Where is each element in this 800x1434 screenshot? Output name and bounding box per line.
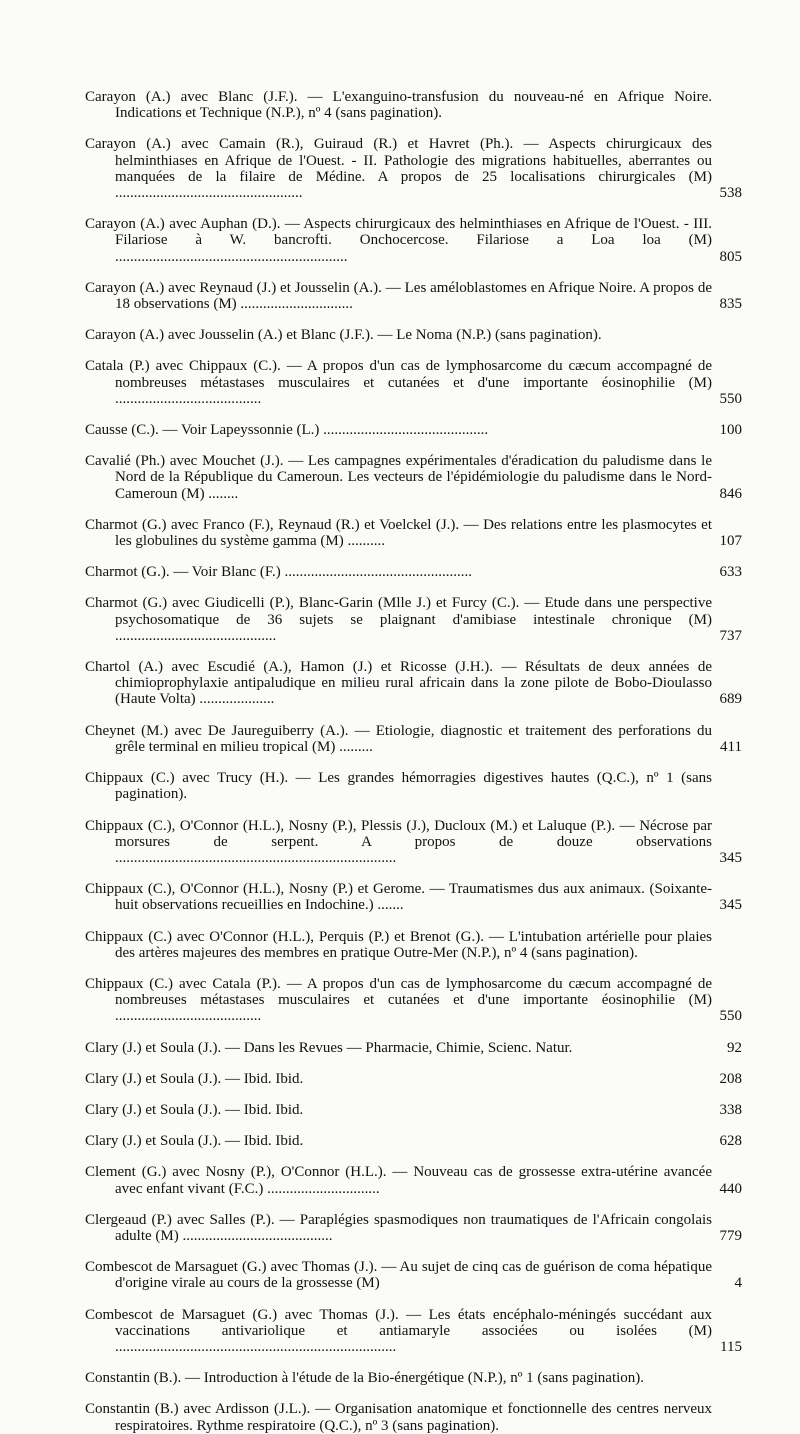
entry-text: Clary (J.) et Soula (J.). — Dans les Revues — Pharmacie, Chimie, Scienc. Natur. bbox=[85, 1039, 573, 1056]
index-entry bbox=[85, 975, 742, 1025]
entry-text: Chippaux (C.), O'Connor (H.L.), Nosny (P.), Plessis (J.), Ducloux (M.) et Laluque (P.). — Nécrose par morsures de serpent. A propos de douze observations ........................................................................... bbox=[85, 817, 712, 866]
entry-text: Charmot (G.) avec Franco (F.), Reynaud (R.) et Voelckel (J.). — Des relations entre les plasmocytes et les globulines du système gamma (M) .......... bbox=[85, 516, 712, 550]
entry-text: Clary (J.) et Soula (J.). — Ibid. Ibid. bbox=[85, 1070, 304, 1087]
page-number: 92 bbox=[727, 1039, 742, 1056]
index-entry bbox=[85, 216, 742, 265]
page-number: 737 bbox=[719, 627, 742, 644]
index-entry bbox=[85, 453, 742, 502]
page-number: 633 bbox=[719, 564, 742, 581]
index-entry bbox=[85, 1164, 742, 1197]
page-number: 550 bbox=[719, 1008, 742, 1025]
entry-text: Charmot (G.). — Voir Blanc (F.) .................................................. bbox=[85, 564, 472, 581]
entry-text: Clergeaud (P.) avec Salles (P.). — Paraplégies spasmodiques non traumatiques de l'Africain congolais adulte (M) ........................................ bbox=[85, 1211, 712, 1244]
entry-text: Carayon (A.) avec Auphan (D.). — Aspects chirurgicaux des helminthiases en Afrique de l'Ouest. - III. Filariose à W. bancrofti. Onchocercose. Filariose a Loa loa (M) .............................................................. bbox=[85, 216, 712, 265]
index-entry bbox=[85, 770, 712, 802]
index-entry bbox=[85, 422, 742, 439]
entry-text: Chippaux (C.) avec Trucy (H.). — Les grandes hémorragies digestives hautes (Q.C.), nº 1 (sans pagination). bbox=[85, 770, 712, 803]
page-number: 835 bbox=[719, 296, 742, 313]
index-entry bbox=[85, 817, 742, 867]
index-entry bbox=[85, 1211, 742, 1244]
index-entry bbox=[85, 89, 712, 121]
page-number: 345 bbox=[719, 897, 742, 914]
page-number: 550 bbox=[719, 390, 742, 407]
entry-text: Chartol (A.) avec Escudié (A.), Hamon (J.) et Ricosse (J.H.). — Résultats de deux années de chimioprophylaxie antipaludique en milieu rural africain dans la zone pilote de Bobo-Dioulasso (Haute Volta) .................... bbox=[85, 659, 712, 708]
entry-text: Chippaux (C.) avec O'Connor (H.L.), Perquis (P.) et Brenot (G.). — L'intubation artérielle pour plaies des artères majeures des membres en pratique Outre-Mer (N.P.), nº 4 (sans pagination). bbox=[85, 928, 712, 961]
entry-text: Clary (J.) et Soula (J.). — Ibid. Ibid. bbox=[85, 1133, 304, 1150]
index-entry bbox=[85, 1101, 742, 1118]
entry-text: Constantin (B.) avec Ardisson (J.L.). — Organisation anatomique et fonctionnelle des centres nerveux respiratoires. Rythme respiratoire (Q.C.), nº 3 (sans pagination). bbox=[85, 1401, 712, 1434]
page-number: 689 bbox=[719, 691, 742, 708]
entry-text: Cavalié (Ph.) avec Mouchet (J.). — Les campagnes expérimentales d'éradication du paludisme dans le Nord de la République du Cameroun. Les vecteurs de l'épidémiologie du paludisme dans le Nord-Cameroun (M) ........ bbox=[85, 453, 712, 502]
page-number: 411 bbox=[720, 738, 742, 755]
entry-text: Causse (C.). — Voir Lapeyssonnie (L.) ............................................ bbox=[85, 422, 489, 439]
entry-text: Charmot (G.) avec Giudicelli (P.), Blanc-Garin (Mlle J.) et Furcy (C.). — Etude dans une perspective psychosomatique de 36 sujets se plaignant d'amibiase intestinale chronique (M) ........................................... bbox=[85, 595, 712, 644]
index-entry bbox=[85, 1370, 712, 1386]
page-number: 805 bbox=[719, 248, 742, 265]
entry-text: Chippaux (C.), O'Connor (H.L.), Nosny (P.) et Gerome. — Traumatismes dus aux animaux. (Soixante-huit observations recueillies en Indochine.) ....... bbox=[85, 881, 712, 914]
entry-text: Carayon (A.) avec Blanc (J.F.). — L'exanguino-transfusion du nouveau-né en Afrique Noire. Indications et Technique (N.P.), nº 4 (sans pagination). bbox=[85, 89, 712, 122]
index-entry bbox=[85, 1259, 742, 1292]
page-number: 208 bbox=[719, 1070, 742, 1087]
page-number: 4 bbox=[734, 1275, 742, 1292]
page-number: 779 bbox=[719, 1227, 742, 1244]
page-number: 115 bbox=[720, 1338, 742, 1355]
entry-text: Clement (G.) avec Nosny (P.), O'Connor (H.L.). — Nouveau cas de grossesse extra-utérine avancée avec enfant vivant (F.C.) .............................. bbox=[85, 1164, 712, 1197]
index-entry bbox=[85, 881, 742, 914]
page-number: 538 bbox=[719, 185, 742, 202]
entry-text: Chippaux (C.) avec Catala (P.). — A propos d'un cas de lymphosarcome du cæcum accompagné de nombreuses métastases musculaires et cutanées et d'une importante éosinophilie (M) ....................................... bbox=[85, 975, 712, 1025]
index-entry bbox=[85, 1133, 742, 1150]
entry-text: Combescot de Marsaguet (G.) avec Thomas (J.). — Au sujet de cinq cas de guérison de coma hépatique d'origine virale au cours de la grossesse (M) bbox=[85, 1259, 712, 1292]
entry-text: Catala (P.) avec Chippaux (C.). — A propos d'un cas de lymphosarcome du cæcum accompagné de nombreuses métastases musculaires et cutanées et d'une importante éosinophilie (M) ....................................... bbox=[85, 358, 712, 407]
page-number: 345 bbox=[719, 849, 742, 866]
entry-text: Cheynet (M.) avec De Jaureguiberry (A.). — Etiologie, diagnostic et traitement des perforations du grêle terminal en milieu tropical (M) ......... bbox=[85, 722, 712, 755]
index-entry bbox=[85, 358, 742, 407]
index-entry bbox=[85, 136, 742, 202]
index-entry bbox=[85, 564, 742, 581]
entry-text: Carayon (A.) avec Camain (R.), Guiraud (R.) et Havret (Ph.). — Aspects chirurgicaux des helminthiases en Afrique de l'Ouest. - II. Pathologie des migrations habituelles, aberrantes ou manquées de la filaire de Médine. A propos de 25 localisations chirurgicales (M) .................................................. bbox=[85, 136, 712, 202]
index-entry bbox=[85, 722, 742, 755]
index-entry bbox=[85, 929, 712, 961]
page-number: 338 bbox=[719, 1101, 742, 1118]
index-entry bbox=[85, 279, 742, 313]
index-entry bbox=[85, 595, 742, 644]
page-number: 107 bbox=[719, 533, 742, 550]
index-entry bbox=[85, 1039, 742, 1056]
index-entry bbox=[85, 1306, 742, 1356]
index-entry bbox=[85, 1401, 712, 1433]
entry-text: Clary (J.) et Soula (J.). — Ibid. Ibid. bbox=[85, 1101, 304, 1118]
index-entry bbox=[85, 659, 742, 708]
page-number: 628 bbox=[719, 1133, 742, 1150]
page-number: 440 bbox=[719, 1180, 742, 1197]
entry-text: Carayon (A.) avec Jousselin (A.) et Blanc (J.F.). — Le Noma (N.P.) (sans pagination). bbox=[85, 327, 602, 344]
index-entry bbox=[85, 327, 712, 343]
index-entry bbox=[85, 1070, 742, 1087]
page-number: 846 bbox=[719, 485, 742, 502]
entry-text: Constantin (B.). — Introduction à l'étude de la Bio-énergétique (N.P.), nº 1 (sans pagination). bbox=[85, 1370, 645, 1387]
index-entry bbox=[85, 516, 742, 550]
entry-text: Combescot de Marsaguet (G.) avec Thomas (J.). — Les états encéphalo-méningés succédant aux vaccinations antivariolique et antiamaryle associées ou isolées (M) ........................................................................... bbox=[85, 1306, 712, 1355]
page-number: 100 bbox=[719, 422, 742, 439]
entry-text: Carayon (A.) avec Reynaud (J.) et Jousselin (A.). — Les améloblastomes en Afrique Noire. A propos de 18 observations (M) .............................. bbox=[85, 279, 712, 313]
